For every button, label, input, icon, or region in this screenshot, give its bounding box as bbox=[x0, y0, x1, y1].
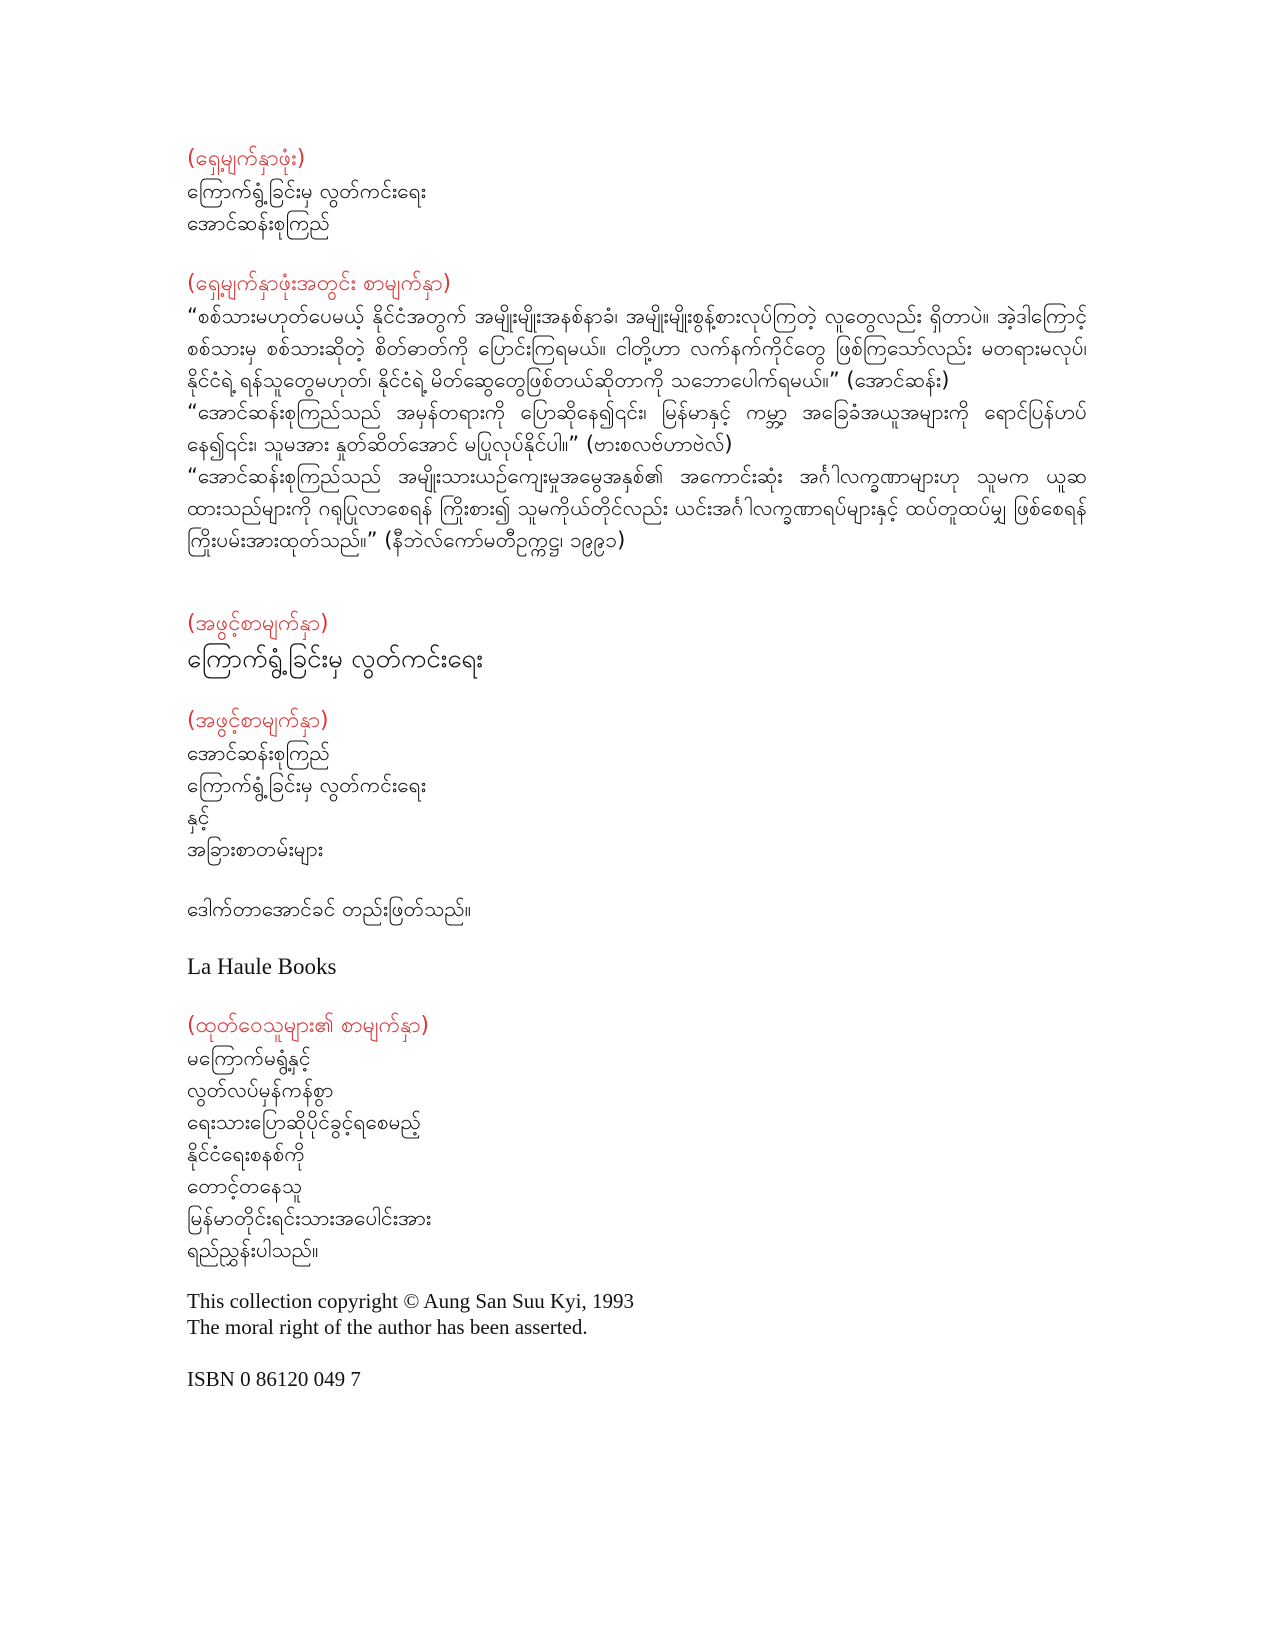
moral-right-line: The moral right of the author has been asserted. bbox=[187, 1315, 588, 1339]
publisher-name: La Haule Books bbox=[187, 954, 337, 979]
half-title-section bbox=[187, 608, 1087, 678]
publisher-section bbox=[187, 951, 1087, 983]
title-page-and: နှင့် bbox=[187, 805, 210, 829]
title-page-title: ကြောက်ရွံ့ခြင်းမှ လွတ်ကင်းရေး bbox=[187, 773, 427, 797]
title-page-author: အောင်ဆန်းစုကြည် bbox=[187, 741, 330, 765]
dedication-line: ရေးသားပြောဆိုပိုင်ခွင့်ရစေမည့် bbox=[187, 1110, 421, 1134]
dedication-line: လွတ်လပ်မှန်ကန်စွာ bbox=[187, 1078, 334, 1102]
copyright-section bbox=[187, 1288, 1087, 1340]
title-page-label: (အဖွင့်စာမျက်နှာ) bbox=[187, 708, 329, 733]
half-title-label: (အဖွင့်စာမျက်နှာ) bbox=[187, 611, 329, 636]
dedication-label: (ထုတ်ဝေသူများ၏ စာမျက်နှာ) bbox=[187, 1013, 430, 1038]
editor-line: ဒေါက်တာအောင်ခင် တည်းဖြတ်သည်။ bbox=[187, 897, 472, 921]
document-page bbox=[187, 0, 1087, 1650]
inside-cover-label: (ရှေ့မျက်နှာဖုံးအတွင်း စာမျက်နှာ) bbox=[187, 271, 452, 296]
dedication-line: ရည်ညွှန်းပါသည်။ bbox=[187, 1238, 319, 1262]
cover-author: အောင်ဆန်းစုကြည် bbox=[187, 211, 330, 235]
isbn: ISBN 0 86120 049 7 bbox=[187, 1367, 361, 1391]
half-title: ကြောက်ရွံ့ခြင်းမှ လွတ်ကင်းရေး bbox=[187, 644, 483, 674]
title-page-other-essays: အခြားစာတမ်းများ bbox=[187, 837, 324, 861]
cover-title: ကြောက်ရွံ့ခြင်းမှ လွတ်ကင်းရေး bbox=[187, 179, 427, 203]
dedication-line: မြန်မာတိုင်းရင်းသားအပေါင်းအား bbox=[187, 1206, 432, 1230]
front-cover-section bbox=[187, 143, 1087, 239]
dedication-line: နိုင်ငံရေးစနစ်ကို bbox=[187, 1142, 305, 1166]
inside-cover-section bbox=[187, 268, 1087, 556]
isbn-section bbox=[187, 1366, 1087, 1392]
quote-nobel-committee: “အောင်ဆန်းစုကြည်သည် အမျိုးသားယဉ်ကျေးမှုအမွေအနှစ်၏ အကောင်းဆုံး အင်္ဂါလက္ခဏာများဟု သူမက ယူဆထားသည်များကို ဂရုပြုလာစေရန် ကြိုးစား၍ သူမကိုယ်တိုင်လည်း ယင်းအင်္ဂါလက္ခဏာရပ်များနှင့် ထပ်တူထပ်မျှ ဖြစ်စေရန် ကြိုးပမ်းအားထုတ်သည်။” (နီဘဲလ်ကော်မတီဥက္ကဋ္ဌ၊ ၁၉၉၁) bbox=[187, 464, 1087, 552]
title-page-section bbox=[187, 705, 1087, 865]
dedication-section bbox=[187, 1010, 1087, 1266]
dedication-line: တောင့်တနေသူ bbox=[187, 1174, 303, 1198]
quote-aung-san: “စစ်သားမဟုတ်ပေမယ့် နိုင်ငံအတွက် အမျိုးမျိုးအနစ်နာခံ၊ အမျိုးမျိုးစွန့်စားလုပ်ကြတဲ့ လူတွေလည်း ရှိတာပဲ။ အဲ့ဒါကြောင့် စစ်သားမှ စစ်သားဆိုတဲ့ စိတ်ဓာတ်ကို ပြောင်းကြရမယ်။ ငါတို့ဟာ လက်နက်ကိုင်တွေ ဖြစ်ကြသော်လည်း မတရားမလုပ်၊ နိုင်ငံရဲ့ ရန်သူတွေမဟုတ်၊ နိုင်ငံရဲ့ မိတ်ဆွေတွေဖြစ်တယ်ဆိုတာကို သဘောပေါက်ရမယ်။” (အောင်ဆန်း) bbox=[187, 304, 1087, 392]
editor-section bbox=[187, 893, 1087, 925]
copyright-line: This collection copyright © Aung San Suu Kyi, 1993 bbox=[187, 1289, 635, 1313]
quote-havel: “အောင်ဆန်းစုကြည်သည် အမှန်တရားကို ပြောဆိုနေ၍၎င်း၊ မြန်မာနှင့် ကမ္ဘာ့ အခြေခံအယူအများကို ရောင်ပြန်ဟပ်နေ၍၎င်း၊ သူမအား နှုတ်ဆိတ်အောင် မပြုလုပ်နိုင်ပါ။” (ဗားစလဗ်ဟာဗဲလ်) bbox=[187, 400, 1087, 456]
front-cover-label: (ရှေ့မျက်နှာဖုံး) bbox=[187, 146, 306, 171]
dedication-line: မကြောက်မရွံ့နှင့် bbox=[187, 1046, 311, 1070]
